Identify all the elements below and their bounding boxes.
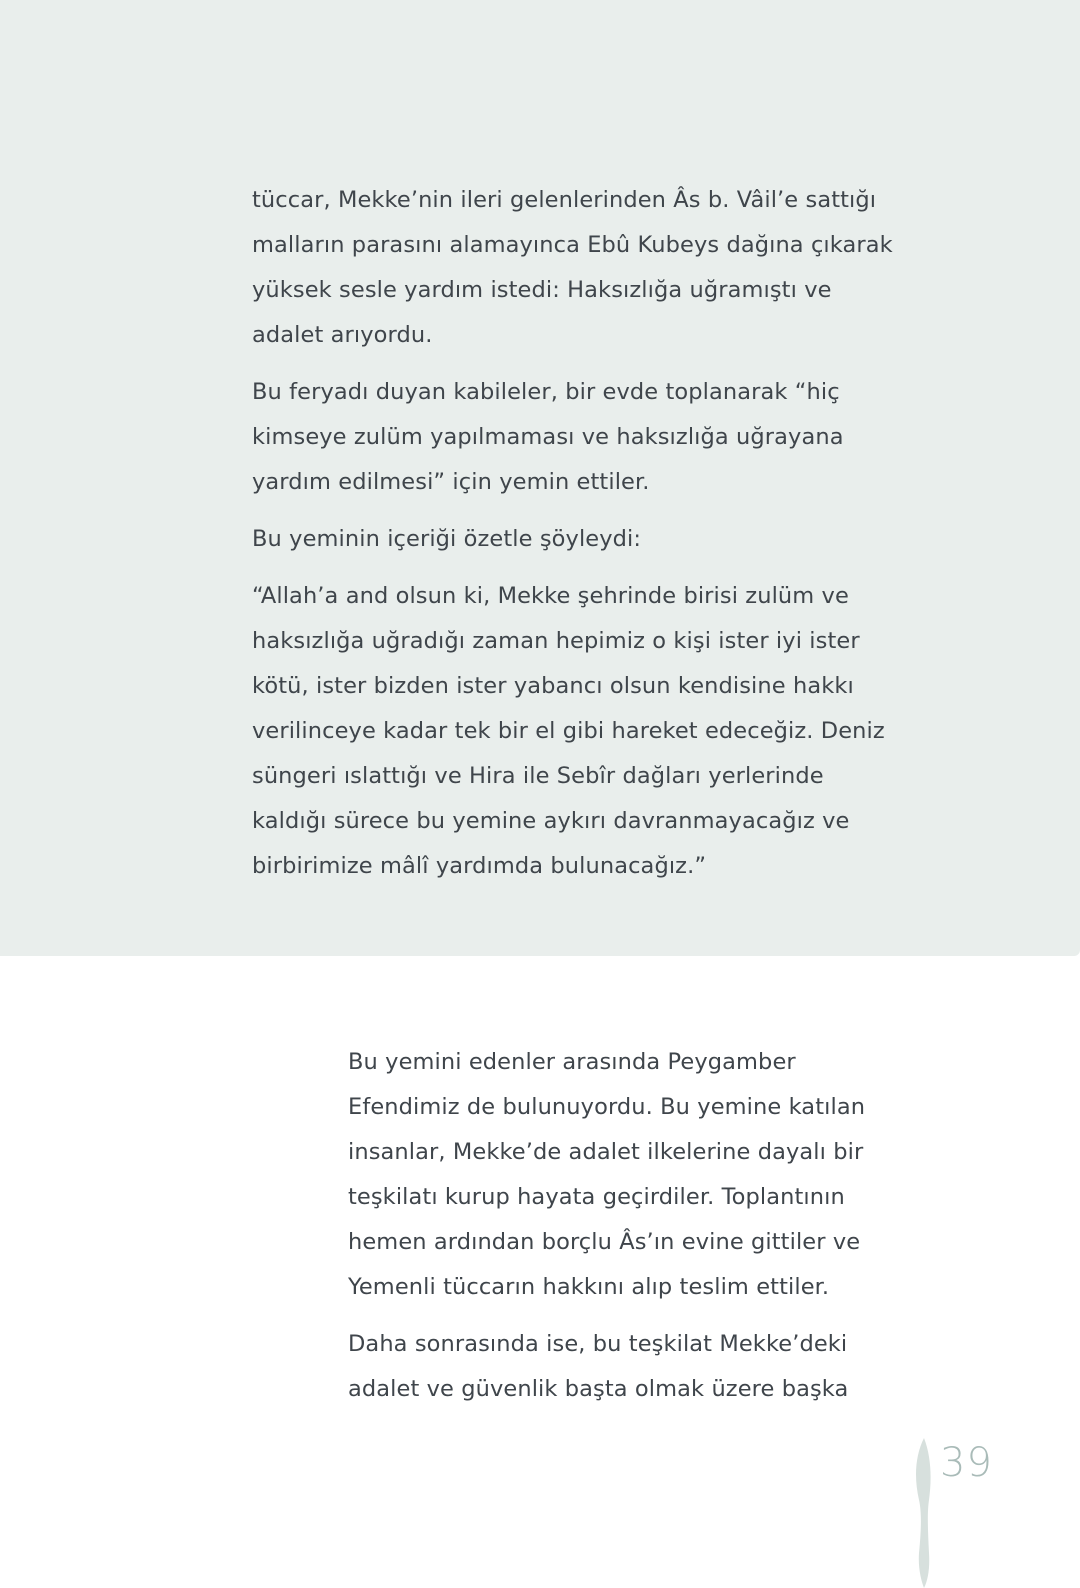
page-marker-ornament (912, 1438, 932, 1588)
paragraph-1: tüccar, Mekke’nin ileri gelenlerinden Âs b. Vâil’e sattığı malların parasını alamayınca Ebû Kubeys dağına çıkarak yüksek sesle yardım istedi: Haksızlığa uğramıştı ve adalet arıyordu. (252, 187, 893, 348)
top-text-block (252, 178, 902, 901)
page-number: 39 (940, 1440, 993, 1486)
paragraph-6: Daha sonrasında ise, bu teşkilat Mekke’deki adalet ve güvenlik başta olmak üzere başka (348, 1331, 849, 1402)
oath-quote-paragraph: “Allah’a and olsun ki, Mekke şehrinde birisi zulüm ve haksızlığa uğradığı zaman hepimiz o kişi ister iyi ister kötü, ister bizden ister yabancı olsun kendisine hakkı verilinceye kadar tek bir el gibi hareket edeceğiz. Deniz süngeri ıslattığı ve Hira ile Sebîr dağları yerlerinde kaldığı sürece bu yemine aykırı davranmayacağız ve birbirimize mâlî yardımda bulunacağız.” (252, 583, 885, 879)
paragraph-3: Bu yeminin içeriği özetle şöyleydi: (252, 526, 642, 552)
paragraph-5: Bu yemini edenler arasında Peygamber Efendimiz de bulunuyordu. Bu yemine katılan insanlar, Mekke’de adalet ilkelerine dayalı bir teşkilatı kurup hayata geçirdiler. Toplantının hemen ardından borçlu Âs’ın evine gittiler ve Yemenli tüccarın hakkını alıp teslim ettiler. (348, 1049, 866, 1300)
bottom-text-block (348, 1040, 908, 1424)
paragraph-2: Bu feryadı duyan kabileler, bir evde toplanarak “hiç kimseye zulüm yapılmaması ve haksızlığa uğrayana yardım edilmesi” için yemin ettiler. (252, 379, 844, 495)
